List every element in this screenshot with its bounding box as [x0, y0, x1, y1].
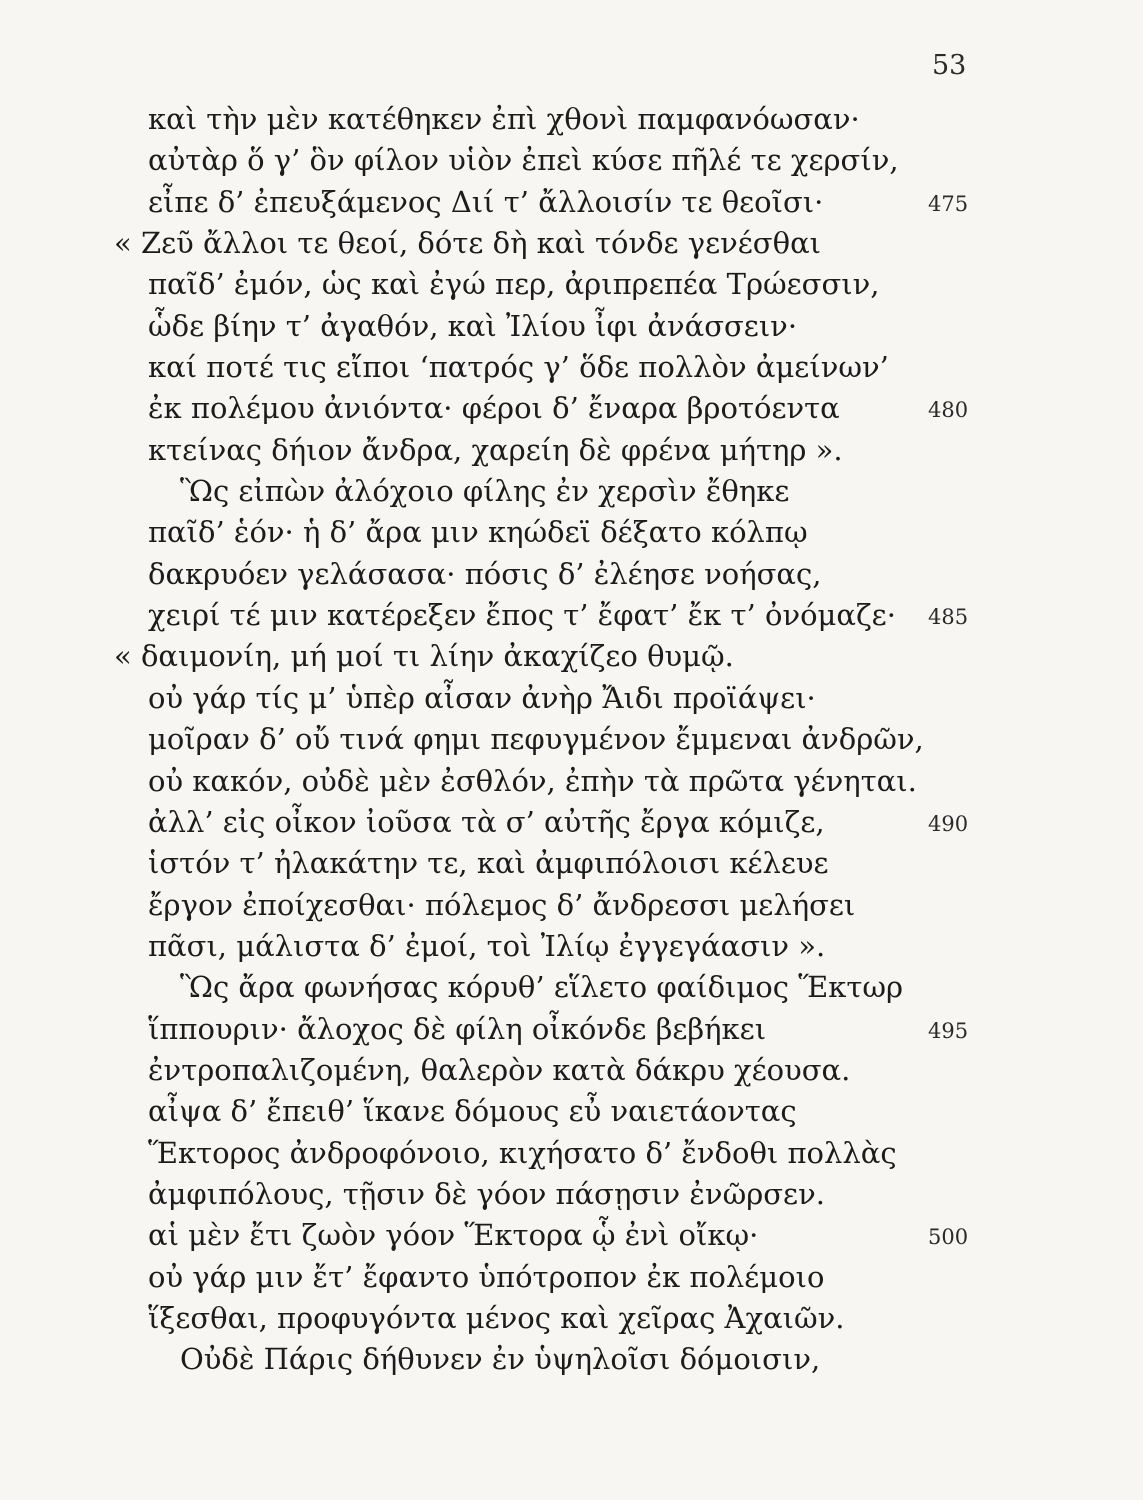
verse-line: [0, 182, 1143, 223]
verse-text: οὐ γάρ τίς μ’ ὑπὲρ αἶσαν ἀνὴρ Ἄιδι προϊάψει·: [148, 680, 816, 715]
verse-line: [0, 967, 1143, 1008]
verse-line: [0, 1009, 1143, 1050]
verse-text: Ὣς ἄρα φωνήσας κόρυθ’ εἵλετο φαίδιμος Ἕκτωρ: [180, 970, 904, 1005]
verse-text: ἱστόν τ’ ἠλακάτην τε, καὶ ἀμφιπόλοισι κέλευε: [148, 846, 829, 881]
line-number: 485: [928, 605, 969, 630]
verse-line: [0, 885, 1143, 926]
verse-text: οὐ κακόν, οὐδὲ μὲν ἐσθλόν, ἐπὴν τὰ πρῶτα γένηται.: [148, 763, 917, 798]
verse-text: Οὐδὲ Πάρις δήθυνεν ἐν ὑψηλοῖσι δόμοισιν,: [180, 1342, 821, 1377]
verse-line: [0, 843, 1143, 884]
verse-line: [0, 388, 1143, 429]
verse-text: ἀμφιπόλους, τῇσιν δὲ γόον πάσῃσιν ἐνῶρσεν.: [148, 1176, 825, 1211]
verse-text: « Ζεῦ ἄλλοι τε θεοί, δότε δὴ καὶ τόνδε γενέσθαι: [114, 226, 822, 261]
verse-text: μοῖραν δ’ οὔ τινά φημι πεφυγμένον ἔμμεναι ἀνδρῶν,: [148, 722, 924, 757]
verse-line: [0, 1215, 1143, 1256]
verse-text: Ἕκτορος ἀνδροφόνοιο, κιχήσατο δ’ ἔνδοθι πολλὰς: [148, 1135, 897, 1170]
verse-line: [0, 1257, 1143, 1298]
verse-line: [0, 264, 1143, 305]
verse-text: δακρυόεν γελάσασα· πόσις δ’ ἐλέησε νοήσας,: [148, 556, 822, 591]
verse-text: ἐκ πολέμου ἀνιόντα· φέροι δ’ ἔναρα βροτόεντα: [148, 391, 840, 426]
line-number: 495: [928, 1018, 969, 1043]
line-number: 500: [928, 1225, 969, 1250]
page-number: 53: [932, 50, 967, 81]
verse-text: οὐ γάρ μιν ἔτ’ ἔφαντο ὑπότροπον ἐκ πολέμοιο: [148, 1259, 825, 1294]
verse-line: [0, 802, 1143, 843]
verse-text: Ὣς εἰπὼν ἀλόχοιο φίλης ἐν χερσὶν ἔθηκε: [180, 474, 790, 509]
verse-line: [0, 347, 1143, 388]
verse-text: ἔργον ἐποίχεσθαι· πόλεμος δ’ ἄνδρεσσι μελήσει: [148, 887, 856, 922]
verse-text: παῖδ’ ἐμόν, ὡς καὶ ἐγώ περ, ἀριπρεπέα Τρώεσσιν,: [148, 267, 880, 302]
verse-text: καὶ τὴν μὲν κατέθηκεν ἐπὶ χθονὶ παμφανόωσαν·: [148, 102, 860, 136]
verse-line: [0, 99, 1143, 140]
verse-line: [0, 761, 1143, 802]
verse-text: ἀλλ’ εἰς οἶκον ἰοῦσα τὰ σ’ αὐτῆς ἔργα κόμιζε,: [148, 804, 825, 839]
verse-text: αἶψα δ’ ἔπειθ’ ἵκανε δόμους εὖ ναιετάοντας: [148, 1094, 797, 1129]
verse-line: [0, 1339, 1143, 1380]
verse-text: πᾶσι, μάλιστα δ’ ἐμοί, τοὶ Ἰλίῳ ἐγγεγάασιν ».: [148, 928, 826, 963]
verse-text: κτείνας δήιον ἄνδρα, χαρείη δὲ φρένα μήτηρ ».: [148, 432, 843, 467]
verse-line: [0, 1298, 1143, 1339]
verse-line: [0, 430, 1143, 471]
verse-text: παῖδ’ ἑόν· ἡ δ’ ἄρα μιν κηώδεϊ δέξατο κόλπῳ: [148, 515, 808, 550]
verse-line: [0, 554, 1143, 595]
verse-line: [0, 512, 1143, 553]
verse-line: [0, 471, 1143, 512]
verse-line: [0, 1050, 1143, 1091]
verse-text: αἱ μὲν ἔτι ζωὸν γόον Ἕκτορα ᾧ ἐνὶ οἴκῳ·: [148, 1218, 759, 1253]
verse-text: ἵξεσθαι, προφυγόντα μένος καὶ χεῖρας Ἀχαιῶν.: [148, 1300, 845, 1335]
verse-line: [0, 926, 1143, 967]
line-number: 475: [928, 191, 969, 216]
verse-text: ὧδε βίην τ’ ἀγαθόν, καὶ Ἰλίου ἶφι ἀνάσσειν·: [148, 308, 798, 343]
verse-text: χειρί τέ μιν κατέρεξεν ἔπος τ’ ἔφατ’ ἔκ τ’ ὀνόμαζε·: [148, 598, 896, 633]
verse-text: εἶπε δ’ ἐπευξάμενος Διί τ’ ἄλλοισίν τε θεοῖσι·: [148, 184, 824, 219]
verse-line: [0, 1091, 1143, 1132]
verse-line: [0, 1174, 1143, 1215]
verse-line: [0, 636, 1143, 677]
verse-line: [0, 595, 1143, 636]
verse-list: [0, 99, 1143, 1381]
line-number: 490: [928, 811, 969, 836]
verse-line: [0, 719, 1143, 760]
line-number: 480: [928, 398, 969, 423]
verse-line: [0, 140, 1143, 181]
verse-text: « δαιμονίη, μή μοί τι λίην ἀκαχίζεο θυμῷ.: [114, 639, 734, 674]
verse-text: αὐτὰρ ὅ γ’ ὃν φίλον υἱὸν ἐπεὶ κύσε πῆλέ τε χερσίν,: [148, 143, 899, 178]
verse-text: ἐντροπαλιζομένη, θαλερὸν κατὰ δάκρυ χέουσα.: [148, 1052, 851, 1087]
verse-line: [0, 223, 1143, 264]
verse-line: [0, 306, 1143, 347]
verse-line: [0, 1133, 1143, 1174]
verse-text: ἵππουριν· ἄλοχος δὲ φίλη οἶκόνδε βεβήκει: [148, 1011, 767, 1046]
verse-text: καί ποτέ τις εἴποι ‘πατρός γ’ ὅδε πολλὸν ἀμείνων’: [148, 350, 889, 385]
verse-line: [0, 678, 1143, 719]
